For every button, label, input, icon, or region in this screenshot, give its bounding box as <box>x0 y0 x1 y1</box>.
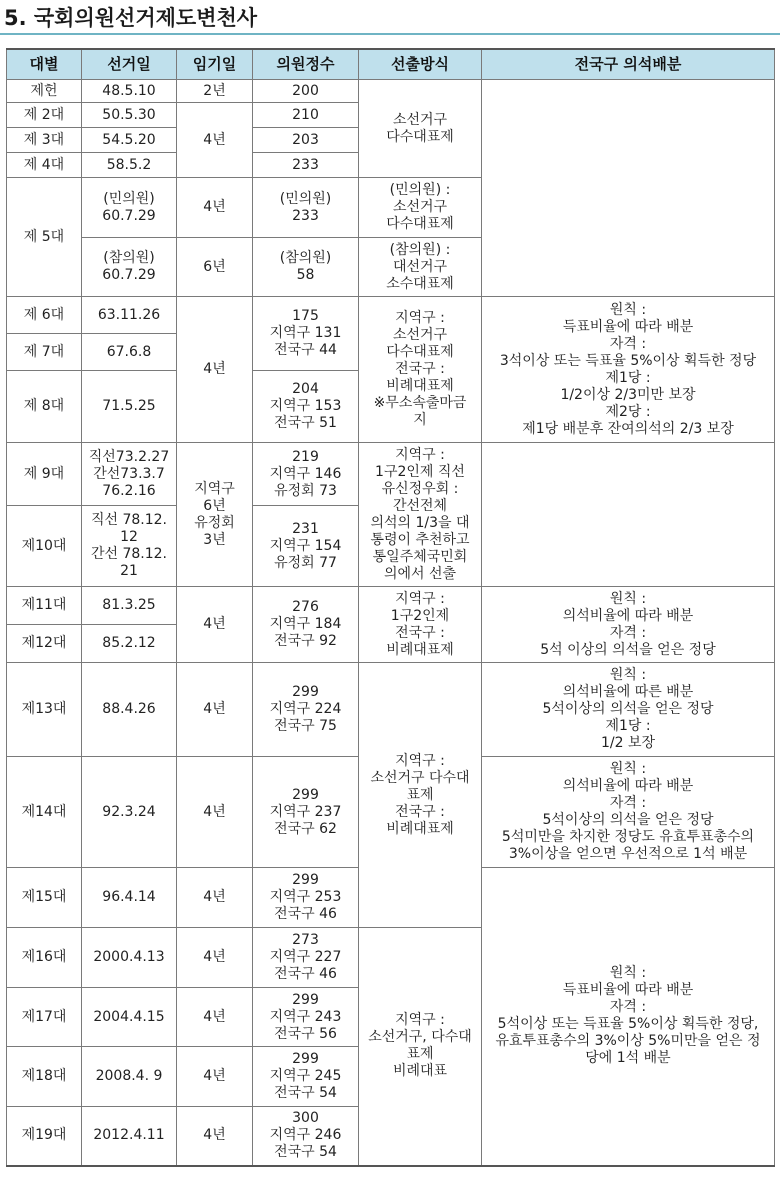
cell-text-line: 1/2 보장 <box>600 735 656 751</box>
table-cell <box>359 80 482 178</box>
cell-text-line: 58.5.2 <box>106 156 152 173</box>
table-cell <box>82 297 177 334</box>
cell-text-line: 지역구 : <box>395 310 445 326</box>
cell-text-line: 300 <box>292 1110 319 1127</box>
table-cell <box>7 178 82 297</box>
table-cell <box>359 587 482 663</box>
cell-text-line: 제1당 배분후 잔여의석의 2/3 보장 <box>522 420 734 437</box>
table-row <box>7 443 775 506</box>
cell-text-line: 비례대표 <box>392 1063 448 1080</box>
cell-text-line: 233 <box>292 156 319 173</box>
table-cell <box>482 80 775 297</box>
cell-text-line: 자격 : <box>609 999 647 1016</box>
cell-text-line: 간선 78.12. <box>90 546 168 562</box>
table-cell <box>253 928 359 988</box>
cell-text-line: 득표비율에 따라 배분 <box>562 318 694 335</box>
cell-text-line: 전국구 62 <box>274 820 337 837</box>
cell-text-line: 제1당 : <box>605 369 651 386</box>
cell-text-line: ※무소속출마금 <box>373 395 467 411</box>
table-cell <box>7 128 82 153</box>
table-cell <box>7 868 82 928</box>
cell-text-line: 1구2인제 <box>390 607 450 624</box>
table-cell <box>82 1047 177 1107</box>
cell-text-line: 175 <box>292 308 319 324</box>
table-cell <box>7 334 82 371</box>
cell-text-line: 의에서 선출 <box>383 565 457 582</box>
cell-text-line: 지역구 224 <box>269 701 342 717</box>
table-cell <box>177 587 253 663</box>
cell-text-line: 92.3.24 <box>102 803 156 820</box>
cell-text-line: 지역구 253 <box>269 889 342 905</box>
cell-text-line: 전국구 54 <box>274 1085 337 1101</box>
table-row <box>7 587 775 625</box>
table-cell <box>7 757 82 868</box>
table-cell <box>253 587 359 663</box>
cell-text-line: 63.11.26 <box>97 306 161 323</box>
table-cell <box>7 1047 82 1107</box>
cell-text-line: 전국구 : <box>395 803 445 820</box>
table-cell <box>359 443 482 587</box>
table-cell <box>482 443 775 587</box>
cell-text-line: 210 <box>292 106 319 123</box>
cell-text-line: 81.3.25 <box>102 597 156 613</box>
cell-text-line: 2004.4.15 <box>93 1008 165 1025</box>
cell-text-line: 전국구 44 <box>274 342 337 358</box>
table-cell <box>177 928 253 988</box>
table-body <box>7 80 775 1166</box>
cell-text-line: 제 4대 <box>23 156 65 173</box>
cell-text-line: 유신정우회 : <box>381 480 459 497</box>
table-cell <box>482 663 775 757</box>
cell-text-line: 비례대표제 <box>386 641 454 658</box>
table-cell <box>482 297 775 443</box>
table-header-row <box>7 49 775 80</box>
table-cell <box>253 297 359 371</box>
page-title: 5. 국회의원선거제도변천사 <box>4 6 258 30</box>
cell-text-line: 지역구 184 <box>269 616 342 632</box>
table-cell <box>177 443 253 587</box>
cell-text-line: (민의원) <box>279 190 332 207</box>
header-national-seat-allocation: 전국구 의석배분 <box>482 49 775 80</box>
cell-text-line: 자격 : <box>609 795 647 811</box>
cell-text-line: 소선거구 <box>392 111 448 128</box>
table-cell <box>253 663 359 757</box>
cell-text-line: 표제 <box>406 786 434 803</box>
cell-text-line: 60.7.29 <box>102 207 156 224</box>
cell-text-line: 표제 <box>406 1046 434 1063</box>
cell-text-line: 간선73.3.7 <box>93 465 165 482</box>
table-cell <box>359 178 482 238</box>
cell-text-line: 3석이상 또는 득표율 5%이상 획득한 정당 <box>499 352 757 369</box>
cell-text-line: (민의원) : <box>389 182 451 198</box>
cell-text-line: 통령이 추천하고 <box>370 531 470 548</box>
table-cell <box>177 988 253 1047</box>
table-cell <box>253 506 359 587</box>
header-term: 임기일 <box>177 49 253 80</box>
cell-text-line: 원칙 : <box>609 590 647 607</box>
cell-text-line: (민의원) <box>103 190 155 207</box>
cell-text-line: 유정회 77 <box>274 554 337 571</box>
cell-text-line: 지역구 : <box>395 446 445 463</box>
cell-text-line: 2008.4. 9 <box>95 1068 163 1084</box>
table-cell <box>359 663 482 928</box>
table-cell <box>253 1047 359 1107</box>
cell-text-line: 제18대 <box>21 1068 67 1084</box>
cell-text-line: 4년 <box>203 949 226 965</box>
cell-text-line: 자격 : <box>609 624 647 641</box>
table-cell <box>82 868 177 928</box>
table-cell <box>253 988 359 1047</box>
cell-text-line: 4년 <box>203 131 226 148</box>
table-cell <box>253 1107 359 1166</box>
cell-text-line: 지 <box>413 412 427 428</box>
table-cell <box>482 587 775 663</box>
cell-text-line: 유정회 73 <box>274 482 337 499</box>
table-cell <box>359 297 482 443</box>
cell-text-line: 제17대 <box>21 1008 67 1025</box>
cell-text-line: 의석비율에 따른 배분 <box>562 684 694 700</box>
cell-text-line: 231 <box>292 520 319 537</box>
cell-text-line: 전국구 92 <box>274 633 337 649</box>
title-underline <box>0 33 780 35</box>
cell-text-line: 6년 <box>203 258 226 275</box>
cell-text-line: 지역구 131 <box>269 325 342 341</box>
table-cell <box>82 128 177 153</box>
cell-text-line: 제 9대 <box>23 465 65 482</box>
cell-text-line: 지역구 <box>194 480 235 497</box>
cell-text-line: 지역구 227 <box>269 949 342 965</box>
header-seats: 의원정수 <box>253 49 359 80</box>
cell-text-line: 제1당 : <box>605 718 651 734</box>
table-cell <box>82 334 177 371</box>
table-cell <box>82 80 177 103</box>
table-cell <box>7 988 82 1047</box>
cell-text-line: 203 <box>292 131 319 148</box>
cell-text-line: 60.7.29 <box>102 267 156 283</box>
cell-text-line: 299 <box>292 786 319 803</box>
cell-text-line: 233 <box>292 207 319 224</box>
cell-text-line: 4년 <box>203 1127 226 1144</box>
table-cell <box>7 1107 82 1166</box>
cell-text-line: 지역구 246 <box>269 1127 342 1144</box>
cell-text-line: 4년 <box>203 803 226 820</box>
table-cell <box>253 128 359 153</box>
cell-text-line: 득표비율에 따라 배분 <box>562 982 694 999</box>
table-cell <box>7 103 82 128</box>
cell-text-line: 제2당 : <box>605 403 651 420</box>
table-cell <box>253 80 359 103</box>
table-cell <box>253 868 359 928</box>
cell-text-line: 전국구 54 <box>274 1144 337 1161</box>
cell-text-line: 4년 <box>203 701 226 717</box>
table-cell <box>82 625 177 663</box>
cell-text-line: 지역구 245 <box>269 1068 342 1084</box>
table-cell <box>359 928 482 1166</box>
cell-text-line: 제19대 <box>21 1127 67 1144</box>
cell-text-line: 의석의 1/3을 대 <box>370 514 470 531</box>
cell-text-line: 통일주체국민회 <box>372 548 468 565</box>
table-cell <box>82 928 177 988</box>
election-history-table <box>6 48 775 1167</box>
cell-text-line: 전국구 : <box>395 361 445 377</box>
cell-text-line: 67.6.8 <box>106 343 152 360</box>
cell-text-line: 비례대표제 <box>386 378 454 394</box>
table-cell <box>253 443 359 506</box>
cell-text-line: 5석 이상의 의석을 얻은 정당 <box>540 641 716 658</box>
cell-text-line: 2년 <box>203 82 226 99</box>
cell-text-line: 제15대 <box>21 889 67 905</box>
table-cell <box>82 757 177 868</box>
table-cell <box>82 506 177 587</box>
cell-text-line: 소선거구, 다수대 <box>368 1029 472 1046</box>
cell-text-line: 전국구 51 <box>274 415 337 431</box>
election-history-table-container <box>6 48 774 1167</box>
table-cell <box>82 371 177 443</box>
table-cell <box>7 625 82 663</box>
table-cell <box>177 663 253 757</box>
cell-text-line: 4년 <box>203 1008 226 1025</box>
cell-text-line: 지역구 : <box>395 590 445 607</box>
table-cell <box>177 103 253 178</box>
table-cell <box>482 757 775 868</box>
cell-text-line: 전국구 : <box>395 624 445 641</box>
cell-text-line: 의석비율에 따라 배분 <box>562 607 694 624</box>
table-row <box>7 297 775 334</box>
table-cell <box>177 80 253 103</box>
cell-text-line: 유효투표총수의 3%이상 5%미만을 얻은 정 <box>495 1033 761 1050</box>
cell-text-line: 4년 <box>203 199 226 215</box>
table-cell <box>7 371 82 443</box>
cell-text-line: 219 <box>292 448 319 465</box>
cell-text-line: 76.2.16 <box>102 482 156 499</box>
cell-text-line: 제 2대 <box>23 106 65 123</box>
table-cell <box>7 153 82 178</box>
header-election-method: 선출방식 <box>359 49 482 80</box>
cell-text-line: 원칙 : <box>609 965 647 982</box>
cell-text-line: 당에 1석 배분 <box>585 1050 671 1067</box>
cell-text-line: 제12대 <box>21 635 67 651</box>
table-cell <box>177 178 253 238</box>
table-cell <box>82 153 177 178</box>
cell-text-line: 4년 <box>203 361 226 377</box>
table-row <box>7 80 775 103</box>
cell-text-line: 54.5.20 <box>102 131 156 148</box>
cell-text-line: 원칙 : <box>609 761 647 777</box>
header-election-date: 선거일 <box>82 49 177 80</box>
cell-text-line: 4년 <box>203 889 226 905</box>
cell-text-line: 제 6대 <box>23 306 65 323</box>
cell-text-line: 직선 78.12. <box>90 512 168 528</box>
cell-text-line: 제헌 <box>30 82 58 99</box>
header-era: 대별 <box>7 49 82 80</box>
cell-text-line: 제16대 <box>21 949 67 965</box>
table-cell <box>7 506 82 587</box>
table-cell <box>7 297 82 334</box>
table-cell <box>253 238 359 297</box>
table-cell <box>177 297 253 443</box>
cell-text-line: 6년 <box>203 497 226 514</box>
cell-text-line: 소선거구 <box>392 199 448 215</box>
cell-text-line: 자격 : <box>609 335 647 352</box>
cell-text-line: 다수대표제 <box>386 128 454 145</box>
title-bar <box>0 0 780 36</box>
cell-text-line: 간선전체 <box>392 497 448 514</box>
table-cell <box>82 988 177 1047</box>
cell-text-line: 지역구 : <box>395 1012 445 1029</box>
table-cell <box>82 443 177 506</box>
cell-text-line: 12 <box>120 529 138 545</box>
cell-text-line: 276 <box>292 599 319 615</box>
cell-text-line: 제 7대 <box>23 343 65 360</box>
table-cell <box>177 1107 253 1166</box>
cell-text-line: 299 <box>292 991 319 1008</box>
table-cell <box>7 663 82 757</box>
cell-text-line: 전국구 75 <box>274 718 337 734</box>
cell-text-line: 소선거구 <box>392 327 448 343</box>
cell-text-line: 직선73.2.27 <box>88 448 170 465</box>
cell-text-line: 1구2인제 직선 <box>375 463 465 480</box>
cell-text-line: 제10대 <box>21 537 67 554</box>
cell-text-line: 88.4.26 <box>102 701 156 717</box>
table-cell <box>253 153 359 178</box>
cell-text-line: 지역구 146 <box>269 465 342 482</box>
table-cell <box>7 587 82 625</box>
table-cell <box>177 868 253 928</box>
cell-text-line: 제 3대 <box>23 131 65 148</box>
cell-text-line: 5석이상의 의석을 얻은 정당 <box>542 812 714 828</box>
cell-text-line: 소선거구 다수대 <box>370 769 470 786</box>
cell-text-line: 200 <box>292 82 319 99</box>
cell-text-line: 전국구 46 <box>274 906 337 922</box>
cell-text-line: 지역구 153 <box>269 398 342 414</box>
cell-text-line: 의석비율에 따라 배분 <box>562 778 694 794</box>
cell-text-line: 다수대표제 <box>386 344 454 360</box>
table-cell <box>253 757 359 868</box>
cell-text-line: 제13대 <box>21 701 67 717</box>
cell-text-line: 299 <box>292 1051 319 1067</box>
table-cell <box>82 238 177 297</box>
table-row <box>7 663 775 757</box>
cell-text-line: 1/2이상 2/3미만 보장 <box>560 386 696 403</box>
table-cell <box>177 757 253 868</box>
table-cell <box>177 238 253 297</box>
table-cell <box>253 103 359 128</box>
table-cell <box>253 178 359 238</box>
cell-text-line: 48.5.10 <box>102 82 156 99</box>
cell-text-line: (참의원) <box>103 250 155 266</box>
cell-text-line: 96.4.14 <box>102 889 156 905</box>
cell-text-line: 전국구 46 <box>274 966 337 982</box>
cell-text-line: 2000.4.13 <box>93 949 165 965</box>
table-cell <box>482 868 775 1166</box>
cell-text-line: 3%이상을 얻으면 우선적으로 1석 배분 <box>508 846 748 862</box>
cell-text-line: 299 <box>292 684 319 700</box>
table-cell <box>82 178 177 238</box>
cell-text-line: (참의원) <box>279 250 332 266</box>
cell-text-line: 2012.4.11 <box>93 1127 165 1144</box>
cell-text-line: 유정회 <box>194 514 235 531</box>
table-cell <box>82 103 177 128</box>
cell-text-line: 273 <box>292 932 319 948</box>
cell-text-line: 299 <box>292 872 319 888</box>
cell-text-line: (참의원) : <box>389 241 451 258</box>
cell-text-line: 대선거구 <box>392 258 448 275</box>
cell-text-line: 원칙 : <box>609 301 647 318</box>
table-cell <box>177 1047 253 1107</box>
cell-text-line: 5석이상 또는 득표율 5%이상 획득한 정당, <box>497 1016 759 1033</box>
cell-text-line: 5석이상의 의석을 얻은 정당 <box>542 701 714 717</box>
cell-text-line: 제14대 <box>21 803 67 820</box>
table-cell <box>7 80 82 103</box>
cell-text-line: 비례대표제 <box>386 820 454 837</box>
cell-text-line: 지역구 237 <box>269 803 342 820</box>
table-cell <box>82 587 177 625</box>
table-cell <box>253 371 359 443</box>
cell-text-line: 제11대 <box>21 597 67 613</box>
cell-text-line: 204 <box>292 381 319 397</box>
cell-text-line: 원칙 : <box>609 667 647 683</box>
table-cell <box>359 238 482 297</box>
cell-text-line: 소수대표제 <box>386 275 454 292</box>
table-cell <box>82 663 177 757</box>
cell-text-line: 71.5.25 <box>102 398 156 414</box>
table-cell <box>82 1107 177 1166</box>
cell-text-line: 제 5대 <box>23 228 65 245</box>
cell-text-line: 전국구 56 <box>274 1025 337 1042</box>
cell-text-line: 21 <box>120 563 138 579</box>
table-cell <box>7 443 82 506</box>
cell-text-line: 85.2.12 <box>102 635 156 651</box>
cell-text-line: 지역구 154 <box>269 537 342 554</box>
cell-text-line: 5석미만을 차지한 정당도 유효투표총수의 <box>501 829 755 845</box>
cell-text-line: 4년 <box>203 1068 226 1084</box>
cell-text-line: 50.5.30 <box>102 106 156 123</box>
cell-text-line: 제 8대 <box>23 398 65 414</box>
cell-text-line: 다수대표제 <box>386 216 454 232</box>
cell-text-line: 지역구 243 <box>269 1008 342 1025</box>
cell-text-line: 지역구 : <box>395 752 445 769</box>
cell-text-line: 3년 <box>203 531 226 548</box>
cell-text-line: 4년 <box>203 616 226 632</box>
cell-text-line: 58 <box>296 267 315 283</box>
table-cell <box>7 928 82 988</box>
